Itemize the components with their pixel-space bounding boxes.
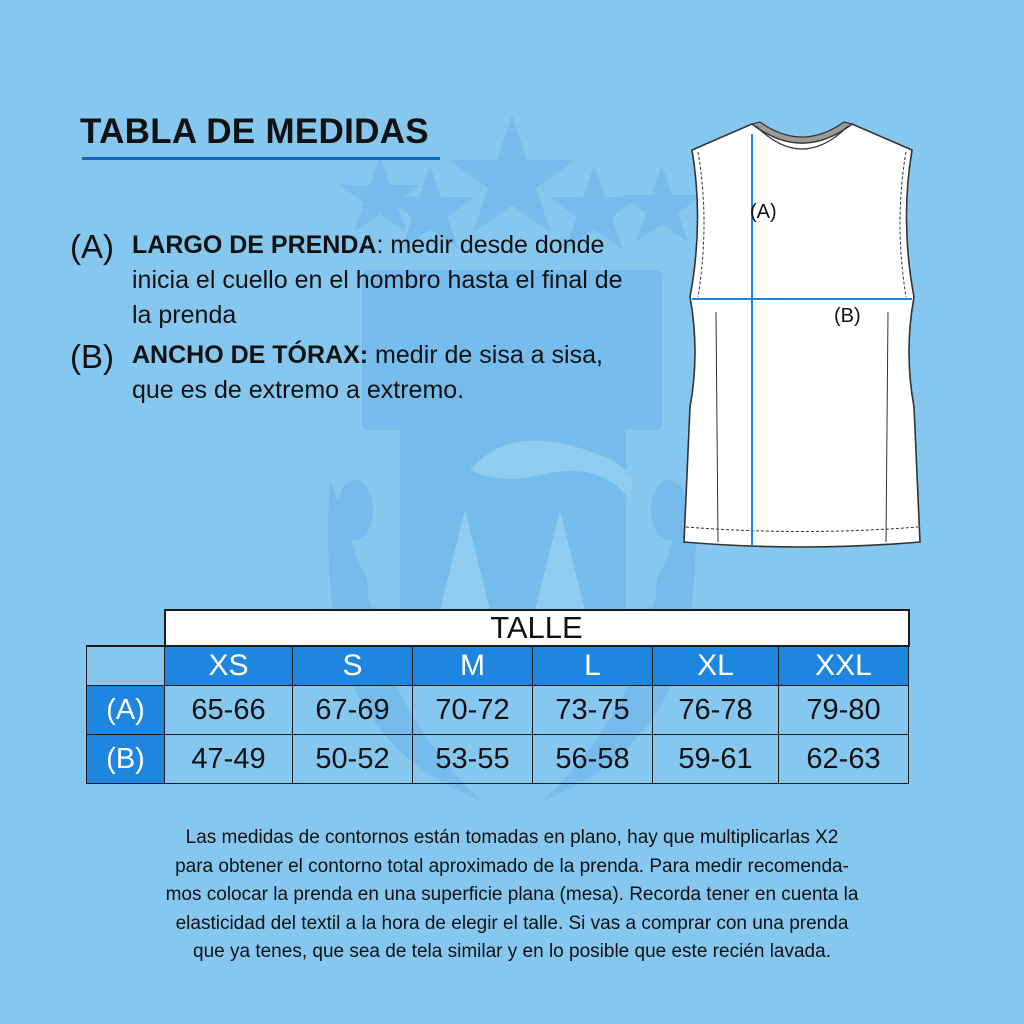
title-underline bbox=[82, 157, 440, 160]
size-xs: XS bbox=[165, 646, 293, 686]
size-header-row bbox=[87, 646, 909, 686]
value-b-l: 56-58 bbox=[533, 735, 653, 784]
value-b-xxl: 62-63 bbox=[779, 735, 909, 784]
value-a-xs: 65-66 bbox=[165, 686, 293, 735]
table-row-a bbox=[87, 686, 909, 735]
definition-b-description: medir de sisa a sisa, que es de extremo a extremo. bbox=[132, 341, 603, 404]
definition-a-letter: (A) bbox=[70, 228, 114, 265]
definition-a-term: LARGO DE PRENDA bbox=[132, 231, 377, 259]
definition-b-term: ANCHO DE TÓRAX: bbox=[132, 341, 369, 369]
emblem-star-icon bbox=[449, 115, 575, 233]
note-line: para obtener el contorno total aproximado de la prenda. Para medir recomenda- bbox=[175, 855, 849, 877]
note-line: elasticidad del textil a la hora de elegir el talle. Si vas a comprar con una prenda bbox=[175, 912, 849, 934]
value-b-xs: 47-49 bbox=[165, 735, 293, 784]
corner-blank bbox=[87, 610, 165, 646]
value-b-xl: 59-61 bbox=[653, 735, 779, 784]
value-a-s: 67-69 bbox=[293, 686, 413, 735]
note-line: mos colocar la prenda en una superficie plana (mesa). Recorda tener en cuenta la bbox=[165, 884, 859, 905]
emblem-star-icon bbox=[339, 155, 421, 232]
definition-b bbox=[70, 338, 630, 408]
note-line: Las medidas de contornos están tomadas en plano, hay que multiplicarlas X2 bbox=[185, 827, 839, 848]
page-title: TABLA DE MEDIDAS bbox=[80, 112, 429, 151]
value-a-xxl: 79-80 bbox=[779, 686, 909, 735]
size-s: S bbox=[293, 646, 413, 686]
definition-a-description: : medir desde donde inicia el cuello en el hombro hasta el final de la prenda bbox=[132, 231, 623, 329]
size-table bbox=[86, 609, 910, 784]
measurement-note bbox=[92, 824, 932, 967]
definition-a-text bbox=[132, 228, 630, 333]
row-label-b: (B) bbox=[87, 735, 165, 784]
size-xl: XL bbox=[653, 646, 779, 686]
table-row-b bbox=[87, 735, 909, 784]
note-line: que ya tenes, que sea de tela similar y en lo posible que este recién lavada. bbox=[193, 941, 831, 962]
garment-label-b: (B) bbox=[834, 305, 861, 327]
definition-b-letter: (B) bbox=[70, 338, 114, 375]
value-b-s: 50-52 bbox=[293, 735, 413, 784]
size-l: L bbox=[533, 646, 653, 686]
value-b-m: 53-55 bbox=[413, 735, 533, 784]
sleeveless-jersey-icon bbox=[672, 112, 932, 562]
definition-a bbox=[70, 228, 630, 333]
corner-cell bbox=[87, 646, 165, 686]
value-a-xl: 76-78 bbox=[653, 686, 779, 735]
size-m: M bbox=[413, 646, 533, 686]
talle-header-row bbox=[87, 610, 909, 646]
garment-label-a: (A) bbox=[750, 201, 777, 223]
definition-b-text bbox=[132, 338, 630, 408]
value-a-m: 70-72 bbox=[413, 686, 533, 735]
size-xxl: XXL bbox=[779, 646, 909, 686]
talle-header: TALLE bbox=[165, 610, 909, 646]
row-label-a: (A) bbox=[87, 686, 165, 735]
value-a-l: 73-75 bbox=[533, 686, 653, 735]
